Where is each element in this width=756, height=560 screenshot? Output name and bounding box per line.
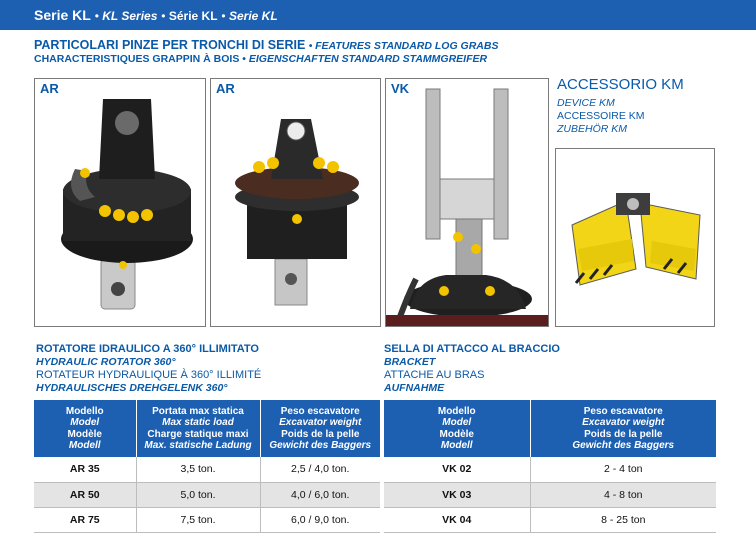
col-header-excavator-weight: Peso escavatore Excavator weight Poids de la pelle Gewicht des Baggers	[260, 400, 380, 457]
vk-models-table	[384, 400, 716, 533]
page-title: PARTICOLARI PINZE PER TRONCHI DI SERIE • FEATURES STANDARD LOG GRABS	[34, 38, 499, 52]
col-header-excavator-weight: Peso escavatore Excavator weight Poids de la pelle Gewicht des Baggers	[530, 400, 716, 457]
photo-label-ar-1: AR	[40, 81, 59, 96]
accessory-title: ACCESSORIO KM	[557, 76, 684, 93]
rotator-caption-fr: ROTATEUR HYDRAULIQUE À 360° ILLIMITÉ	[36, 369, 262, 381]
photo-ar-rotator-2	[210, 78, 381, 327]
title-fr: CHARACTERISTIQUES GRAPPIN À BOIS	[34, 53, 240, 65]
series-en: KL Series	[102, 9, 158, 23]
accessory-de: ZUBEHÖR KM	[557, 123, 628, 135]
series-de: Serie KL	[228, 9, 278, 23]
table-row	[384, 482, 716, 507]
table-row	[34, 507, 380, 532]
photo-ar-rotator-1	[34, 78, 206, 327]
cell-weight: 2,5 / 4,0 ton.	[260, 457, 380, 482]
title-it: PARTICOLARI PINZE PER TRONCHI DI SERIE	[34, 38, 306, 52]
col-header-model: Modello Model Modèle Modell	[384, 400, 530, 457]
series-it: Serie KL	[34, 7, 91, 23]
bracket-caption-de: AUFNAHME	[384, 382, 445, 394]
cell-weight: 2 - 4 ton	[530, 457, 716, 482]
series-header-bar	[0, 0, 756, 30]
cell-weight: 6,0 / 9,0 ton.	[260, 507, 380, 532]
photo-label-vk: VK	[391, 81, 410, 96]
cell-load: 5,0 ton.	[136, 482, 260, 507]
series-header-text: Serie KL • KL Series • Série KL • Serie KL	[34, 7, 278, 23]
rotator-caption-en: HYDRAULIC ROTATOR 360°	[36, 356, 176, 368]
accessory-fr: ACCESSOIRE KM	[557, 110, 645, 122]
bracket-caption-it: SELLA DI ATTACCO AL BRACCIO	[384, 343, 560, 355]
accessory-image	[556, 149, 715, 327]
bracket-image	[386, 79, 549, 327]
cell-model: VK 03	[384, 482, 530, 507]
bracket-caption-en: BRACKET	[384, 356, 436, 368]
col-header-model: Modello Model Modèle Modell	[34, 400, 136, 457]
title-de: EIGENSCHAFTEN STANDARD STAMMGREIFER	[248, 53, 488, 65]
title-en: FEATURES STANDARD LOG GRABS	[315, 40, 499, 52]
rotator-caption-de: HYDRAULISCHES DREHGELENK 360°	[36, 382, 228, 394]
rotator-caption-it: ROTATORE IDRAULICO A 360° ILLIMITATO	[36, 343, 259, 355]
cell-weight: 8 - 25 ton	[530, 507, 716, 532]
cell-model: AR 50	[34, 482, 136, 507]
table-row	[384, 457, 716, 482]
cell-weight: 4,0 / 6,0 ton.	[260, 482, 380, 507]
col-header-static-load: Portata max statica Max static load Charge statique maxi Max. statische Ladung	[136, 400, 260, 457]
series-fr: Série KL	[168, 9, 218, 23]
cell-model: VK 04	[384, 507, 530, 532]
cell-load: 3,5 ton.	[136, 457, 260, 482]
table-row	[34, 482, 380, 507]
photo-label-ar-2: AR	[216, 81, 235, 96]
table-row	[384, 507, 716, 532]
rotator-image-1	[35, 79, 206, 327]
bracket-caption-fr: ATTACHE AU BRAS	[384, 369, 485, 381]
cell-load: 7,5 ton.	[136, 507, 260, 532]
accessory-en: DEVICE KM	[557, 97, 615, 109]
cell-model: AR 35	[34, 457, 136, 482]
cell-model: AR 75	[34, 507, 136, 532]
photo-accessory-km	[555, 148, 715, 327]
cell-model: VK 02	[384, 457, 530, 482]
ar-models-table	[34, 400, 380, 533]
table-row	[34, 457, 380, 482]
page-subtitle: CHARACTERISTIQUES GRAPPIN À BOIS • EIGENSCHAFTEN STANDARD STAMMGREIFER	[34, 53, 488, 65]
rotator-image-2	[211, 79, 381, 327]
cell-weight: 4 - 8 ton	[530, 482, 716, 507]
photo-vk-bracket	[385, 78, 549, 327]
